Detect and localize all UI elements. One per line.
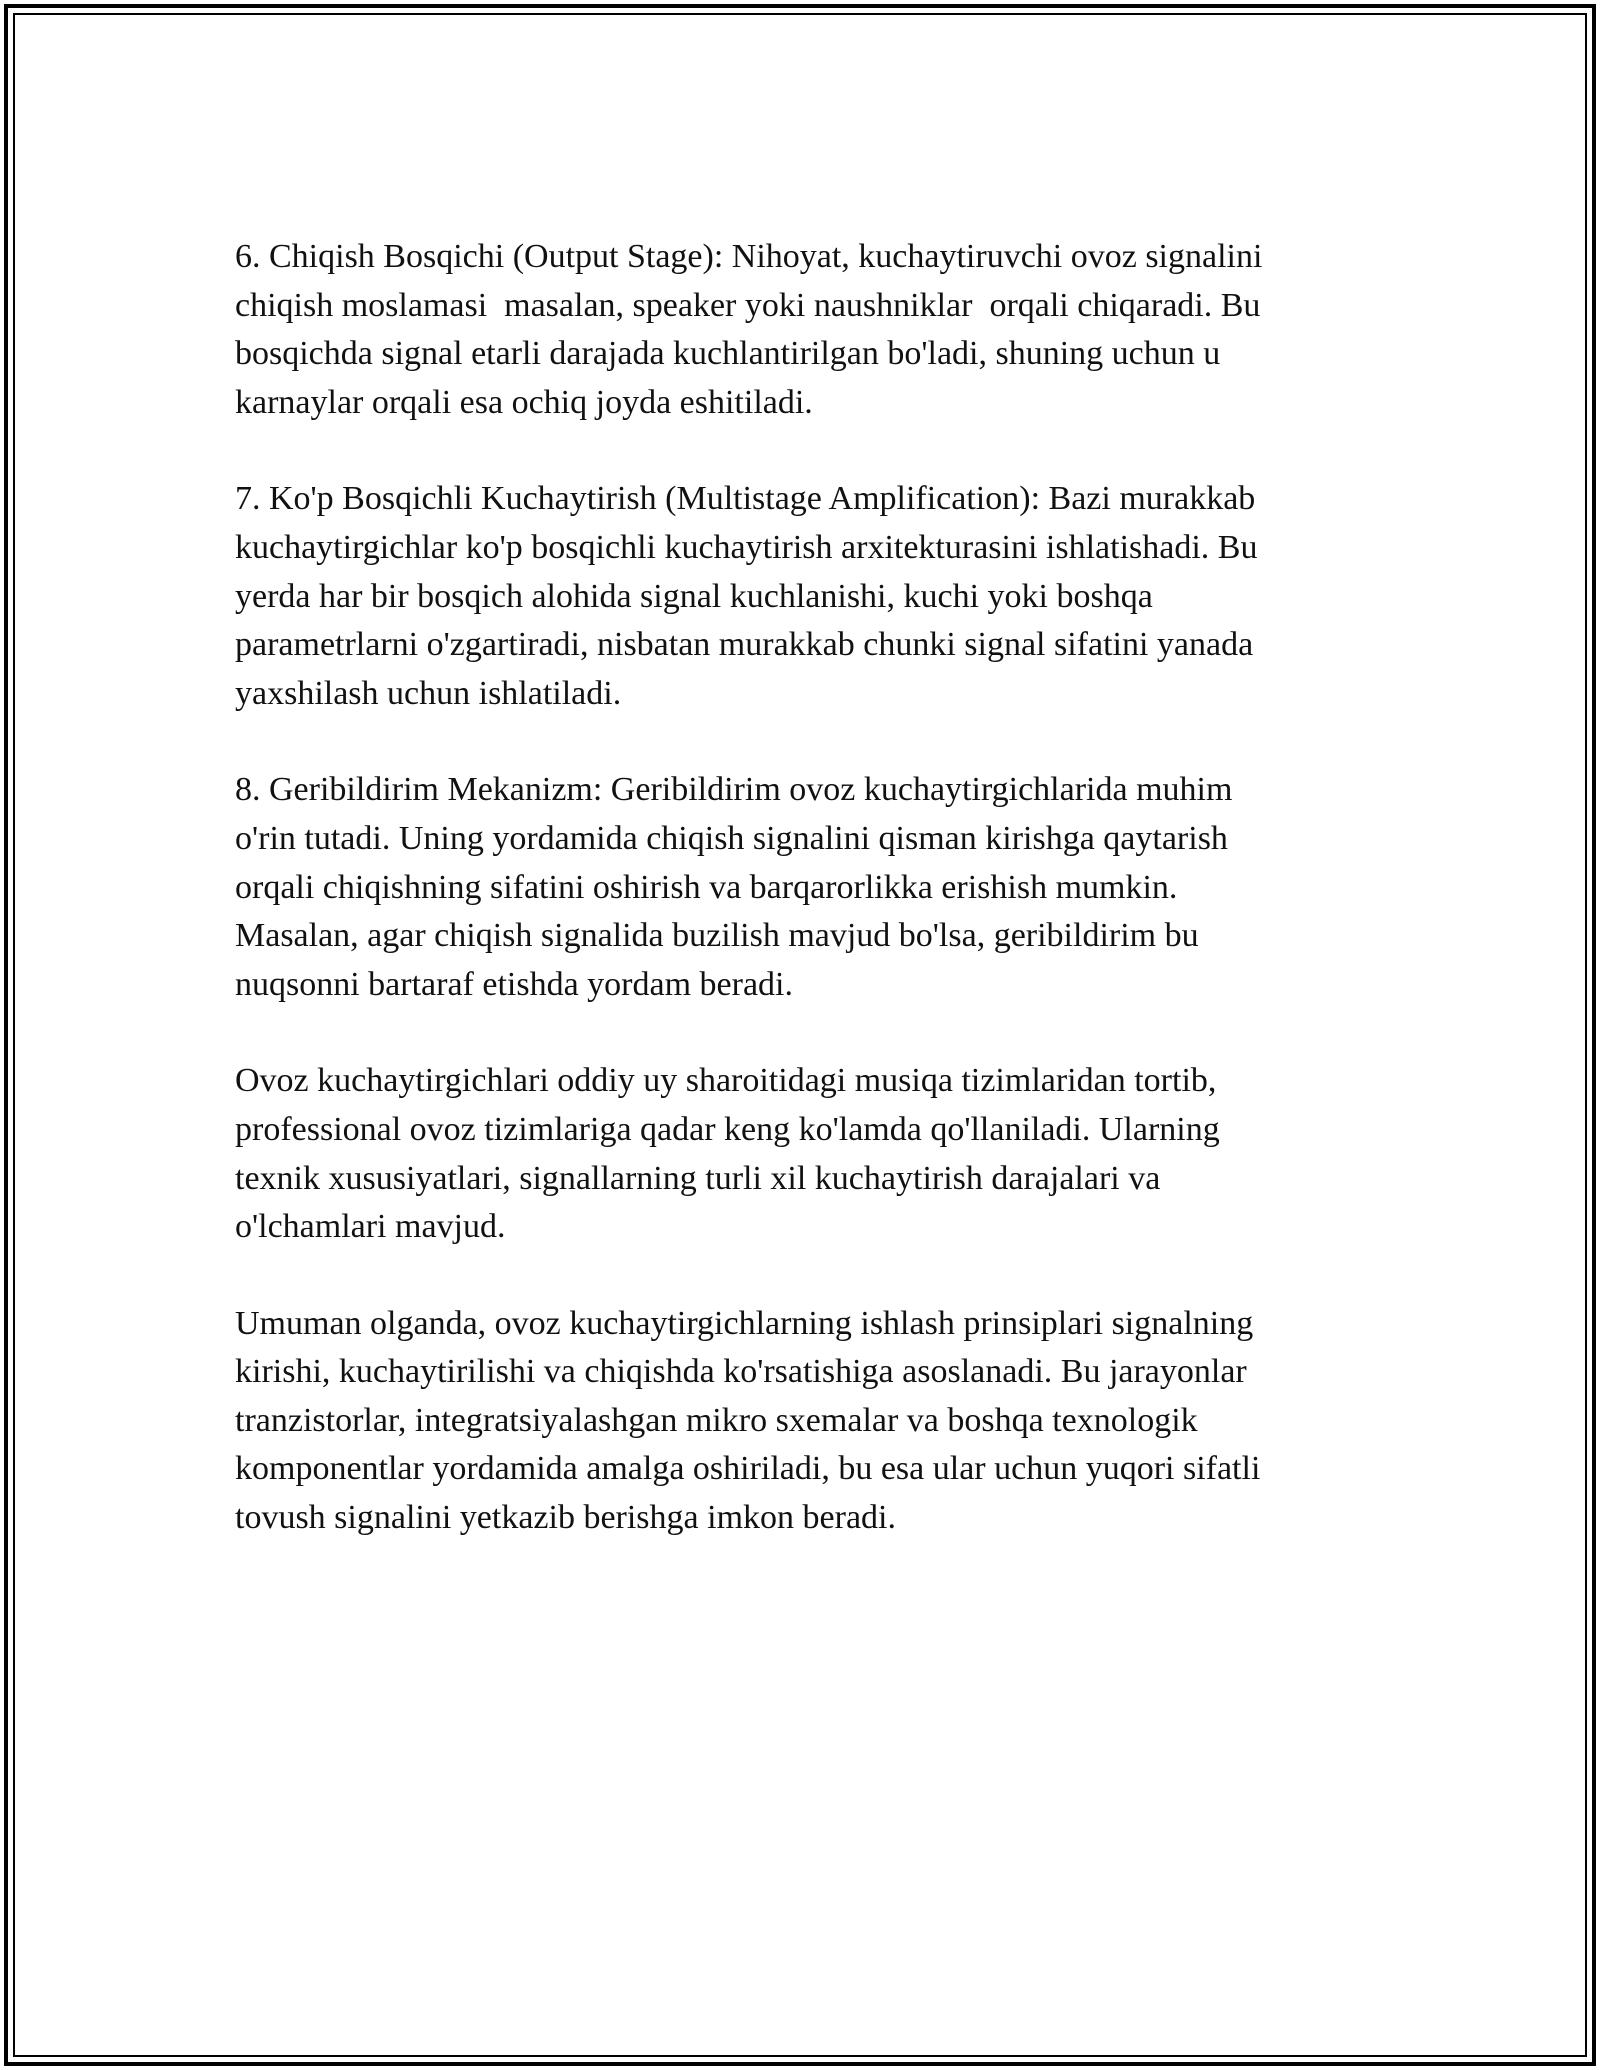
text-line: karnaylar orqali esa ochiq joyda eshitiladi. — [235, 383, 813, 421]
text-line: bosqichda signal etarli darajada kuchlantirilgan bo'ladi, shuning uchun u — [235, 335, 1221, 373]
paragraph-applications — [235, 1057, 1375, 1251]
text-line: kuchaytirgichlar ko'p bosqichli kuchaytirish arxitekturasini ishlatishadi. Bu — [235, 528, 1258, 566]
text-line: tovush signalini yetkazib berishga imkon beradi. — [235, 1499, 896, 1537]
text-line: professional ovoz tizimlariga qadar keng ko'lamda qo'llaniladi. Ularning — [235, 1110, 1220, 1148]
document-body — [235, 233, 1375, 1591]
text-line: komponentlar yordamida amalga oshiriladi, bu esa ular uchun yuqori sifatli — [235, 1450, 1261, 1488]
text-line: parametrlarni o'zgartiradi, nisbatan murakkab chunki signal sifatini yanada — [235, 626, 1254, 664]
text-line: nuqsonni bartaraf etishda yordam beradi. — [235, 965, 793, 1003]
text-line: o'rin tutadi. Uning yordamida chiqish signalini qisman kirishga qaytarish — [235, 819, 1228, 857]
paragraph-conclusion — [235, 1300, 1375, 1543]
text-line: 8. Geribildirim Mekanizm: Geribildirim ovoz kuchaytirgichlarida muhim — [235, 771, 1233, 809]
text-line: kirishi, kuchaytirilishi va chiqishda ko'rsatishiga asoslanadi. Bu jarayonlar — [235, 1353, 1247, 1391]
paragraph-feedback-mechanism — [235, 766, 1375, 1009]
text-line: yaxshilash uchun ishlatiladi. — [235, 674, 622, 712]
text-line: o'lchamlari mavjud. — [235, 1208, 506, 1246]
text-line: orqali chiqishning sifatini oshirish va barqarorlikka erishish mumkin. — [235, 868, 1178, 906]
text-line: Umuman olganda, ovoz kuchaytirgichlarning ishlash prinsiplari signalning — [235, 1304, 1254, 1342]
text-line: 7. Ko'p Bosqichli Kuchaytirish (Multistage Amplification): Bazi murakkab — [235, 480, 1256, 518]
paragraph-multistage-amplification — [235, 475, 1375, 718]
paragraph-output-stage — [235, 233, 1375, 427]
text-line: Ovoz kuchaytirgichlari oddiy uy sharoitidagi musiqa tizimlaridan tortib, — [235, 1062, 1217, 1100]
text-line: chiqish moslamasi masalan, speaker yoki naushniklar orqali chiqaradi. Bu — [235, 286, 1261, 324]
text-line: tranzistorlar, integratsiyalashgan mikro sxemalar va boshqa texnologik — [235, 1401, 1198, 1439]
text-line: Masalan, agar chiqish signalida buzilish mavjud bo'lsa, geribildirim bu — [235, 917, 1199, 955]
text-line: yerda har bir bosqich alohida signal kuchlanishi, kuchi yoki boshqa — [235, 577, 1153, 615]
text-line: texnik xususiyatlari, signallarning turli xil kuchaytirish darajalari va — [235, 1159, 1161, 1197]
text-line: 6. Chiqish Bosqichi (Output Stage): Nihoyat, kuchaytiruvchi ovoz signalini — [235, 238, 1263, 275]
